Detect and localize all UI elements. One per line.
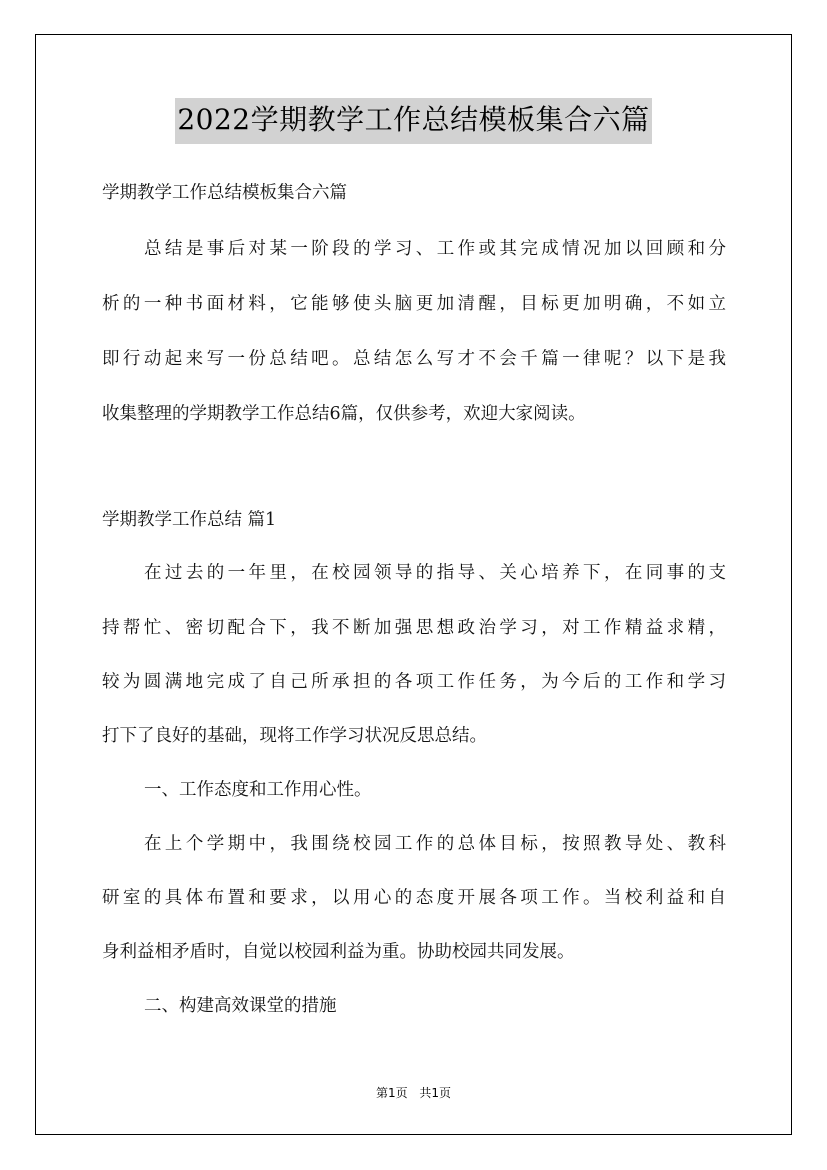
- point-1-heading: 一、工作态度和工作用心性。: [144, 780, 372, 800]
- point-2-heading: 二、构建高效课堂的措施: [144, 996, 337, 1016]
- intro-line-3: 即行动起来写一份总结吧。总结怎么写才不会千篇一律呢？以下是我: [102, 349, 726, 369]
- section1-line-2: 持帮忙、密切配合下，我不断加强思想政治学习，对工作精益求精，: [102, 618, 726, 638]
- title-container: [0, 98, 827, 144]
- page-total: 共1页: [419, 1086, 452, 1100]
- section1-line-3: 较为圆满地完成了自己所承担的各项工作任务，为今后的工作和学习: [102, 672, 726, 692]
- intro-line-1: 总结是事后对某一阶段的学习、工作或其完成情况加以回顾和分: [144, 239, 726, 259]
- document-title: 2022学期教学工作总结模板集合六篇: [175, 98, 651, 144]
- point1-line-1: 在上个学期中，我围绕校园工作的总体目标，按照教导处、教科: [144, 834, 726, 854]
- page-number: 第1页: [375, 1086, 408, 1100]
- point1-line-2: 研室的具体布置和要求，以用心的态度开展各项工作。当校利益和自: [102, 888, 726, 908]
- section1-line-1: 在过去的一年里，在校园领导的指导、关心培养下，在同事的支: [144, 563, 726, 583]
- intro-line-4: 收集整理的学期教学工作总结6篇，仅供参考，欢迎大家阅读。: [102, 404, 586, 424]
- page-footer: [0, 1084, 827, 1101]
- subtitle: 学期教学工作总结模板集合六篇: [102, 183, 347, 203]
- section-heading: 学期教学工作总结 篇1: [102, 510, 277, 530]
- section1-line-4: 打下了良好的基础，现将工作学习状况反思总结。: [102, 726, 487, 746]
- intro-line-2: 析的一种书面材料，它能够使头脑更加清醒，目标更加明确，不如立: [102, 294, 726, 314]
- point1-line-3: 身利益相矛盾时，自觉以校园利益为重。协助校园共同发展。: [102, 942, 575, 962]
